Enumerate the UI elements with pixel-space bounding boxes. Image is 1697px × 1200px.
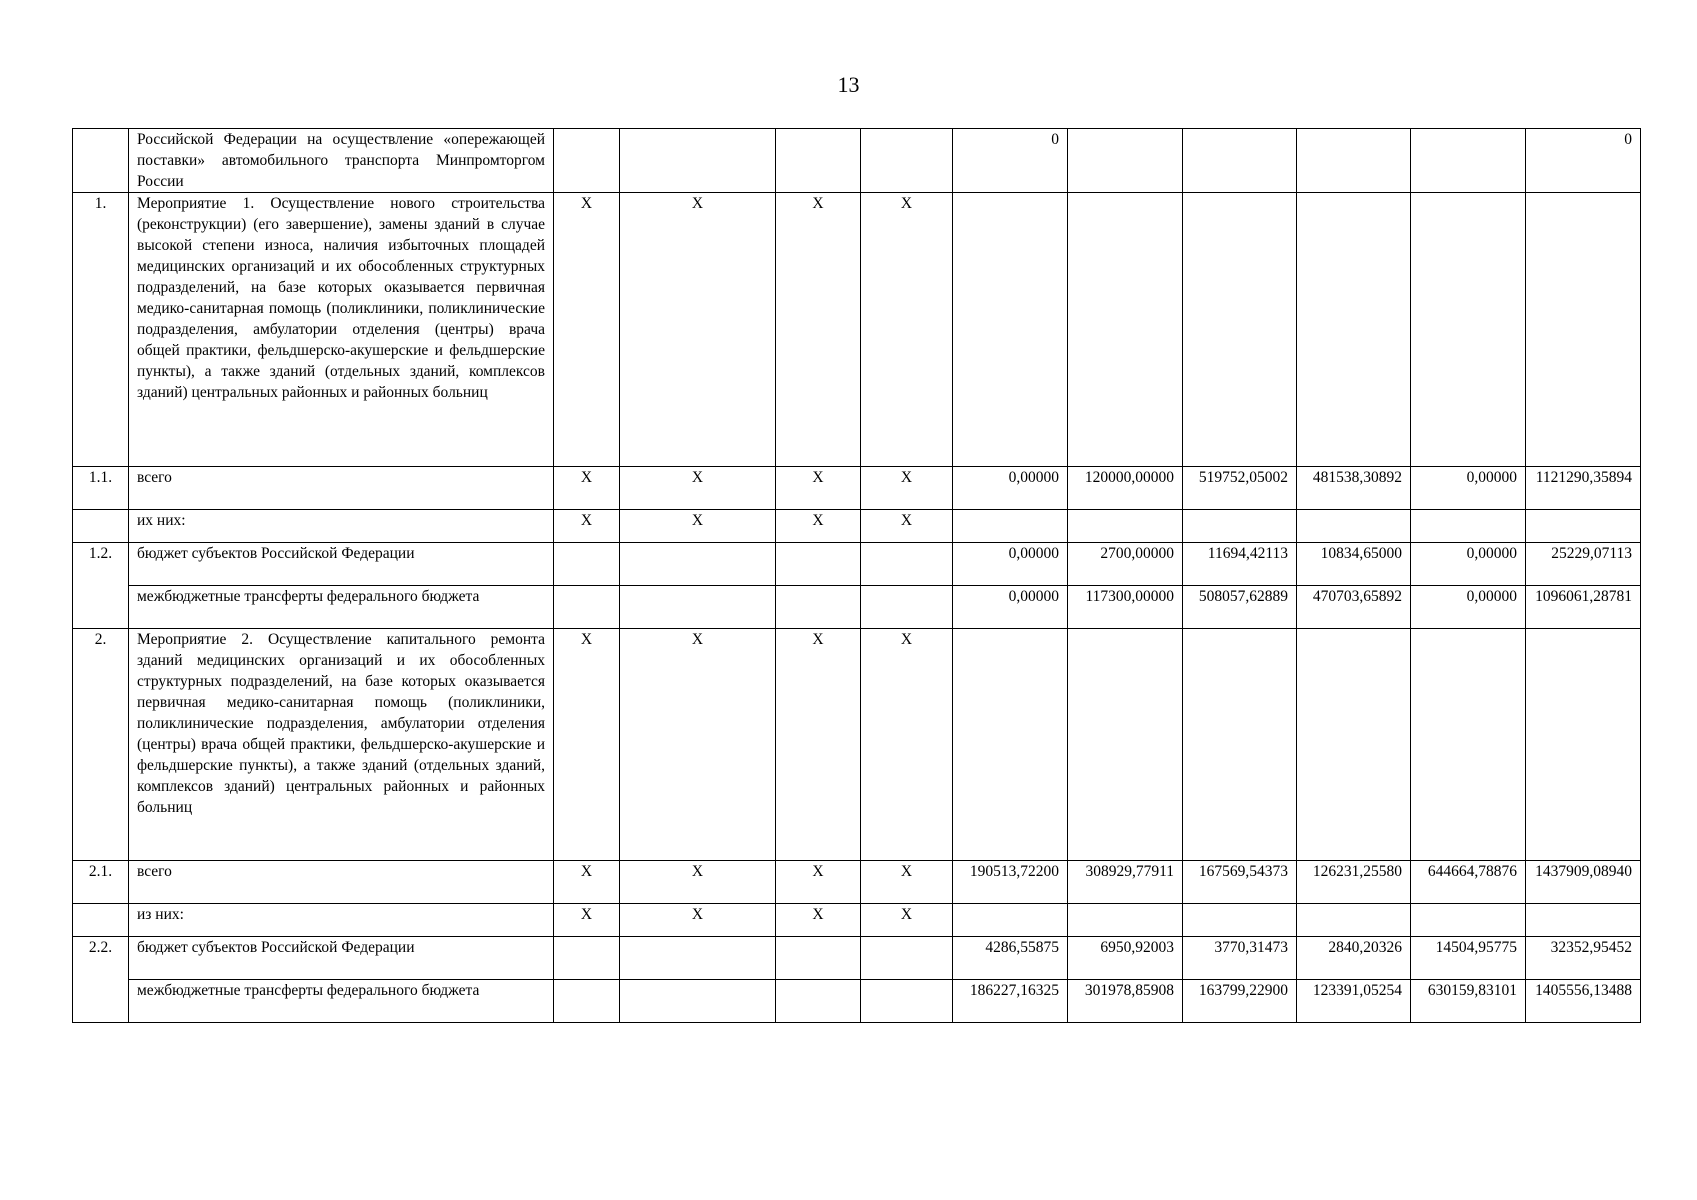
x-cell xyxy=(861,543,953,586)
x-cell xyxy=(776,980,861,1023)
row-number: 2.2. xyxy=(73,937,129,1023)
value-cell: 301978,85908 xyxy=(1068,980,1183,1023)
x-cell xyxy=(861,937,953,980)
table-row xyxy=(73,629,1641,861)
value-cell: 0,00000 xyxy=(1411,467,1526,510)
value-cell: 508057,62889 xyxy=(1183,586,1297,629)
value-cell xyxy=(1183,904,1297,937)
x-cell: X xyxy=(620,861,776,904)
value-cell xyxy=(1526,193,1641,467)
x-cell xyxy=(776,129,861,193)
value-cell: 11694,42113 xyxy=(1183,543,1297,586)
value-cell xyxy=(1297,904,1411,937)
value-cell: 0 xyxy=(953,129,1068,193)
x-cell: X xyxy=(776,510,861,543)
x-cell xyxy=(861,129,953,193)
value-cell xyxy=(1297,193,1411,467)
table-row xyxy=(73,193,1641,467)
value-cell: 0,00000 xyxy=(1411,543,1526,586)
value-cell: 308929,77911 xyxy=(1068,861,1183,904)
x-cell: X xyxy=(861,510,953,543)
x-cell: X xyxy=(554,510,620,543)
value-cell xyxy=(953,510,1068,543)
x-cell: X xyxy=(554,467,620,510)
value-cell: 117300,00000 xyxy=(1068,586,1183,629)
budget-table xyxy=(72,128,1641,1023)
table-row xyxy=(73,543,1641,586)
value-cell: 4286,55875 xyxy=(953,937,1068,980)
value-cell xyxy=(1411,510,1526,543)
x-cell: X xyxy=(620,510,776,543)
value-cell xyxy=(1411,904,1526,937)
value-cell xyxy=(1411,129,1526,193)
value-cell: 10834,65000 xyxy=(1297,543,1411,586)
row-description: бюджет субъектов Российской Федерации xyxy=(129,937,554,980)
row-description: бюджет субъектов Российской Федерации xyxy=(129,543,554,586)
x-cell xyxy=(554,586,620,629)
row-description: их них: xyxy=(129,510,554,543)
x-cell xyxy=(861,980,953,1023)
value-cell: 2700,00000 xyxy=(1068,543,1183,586)
value-cell: 470703,65892 xyxy=(1297,586,1411,629)
x-cell xyxy=(620,129,776,193)
value-cell: 32352,95452 xyxy=(1526,937,1641,980)
value-cell xyxy=(1526,904,1641,937)
table-row xyxy=(73,586,1641,629)
x-cell: X xyxy=(861,467,953,510)
value-cell xyxy=(1068,193,1183,467)
x-cell: X xyxy=(554,861,620,904)
x-cell: X xyxy=(554,193,620,467)
value-cell xyxy=(1297,129,1411,193)
x-cell xyxy=(620,586,776,629)
value-cell: 120000,00000 xyxy=(1068,467,1183,510)
x-cell: X xyxy=(776,193,861,467)
x-cell xyxy=(861,586,953,629)
x-cell xyxy=(620,543,776,586)
value-cell xyxy=(953,904,1068,937)
value-cell: 126231,25580 xyxy=(1297,861,1411,904)
x-cell xyxy=(554,980,620,1023)
row-description: межбюджетные трансферты федерального бюджета xyxy=(129,980,554,1023)
value-cell: 1437909,08940 xyxy=(1526,861,1641,904)
value-cell: 644664,78876 xyxy=(1411,861,1526,904)
value-cell: 3770,31473 xyxy=(1183,937,1297,980)
x-cell: X xyxy=(620,467,776,510)
row-number xyxy=(73,904,129,937)
row-description: межбюджетные трансферты федерального бюджета xyxy=(129,586,554,629)
row-description: Мероприятие 2. Осуществление капитального ремонта зданий медицинских организаций и их обособленных структурных подразделений, на базе которых оказывается первичная медико-санитарная помощь (поликлиники, поликлинические подразделения, амбулатории отделения (центры) врача общей практики, фельдшерско-акушерские и фельдшерские пункты), а также зданий (отдельных зданий, комплексов зданий) центральных районных и районных больниц xyxy=(129,629,554,861)
x-cell xyxy=(776,586,861,629)
x-cell xyxy=(776,937,861,980)
row-description: всего xyxy=(129,861,554,904)
x-cell: X xyxy=(554,629,620,861)
x-cell: X xyxy=(861,629,953,861)
value-cell xyxy=(1183,510,1297,543)
x-cell: X xyxy=(776,904,861,937)
x-cell: X xyxy=(776,629,861,861)
value-cell xyxy=(1183,129,1297,193)
table-row xyxy=(73,510,1641,543)
value-cell: 481538,30892 xyxy=(1297,467,1411,510)
value-cell: 630159,83101 xyxy=(1411,980,1526,1023)
x-cell xyxy=(554,543,620,586)
value-cell: 163799,22900 xyxy=(1183,980,1297,1023)
row-number: 1. xyxy=(73,193,129,467)
value-cell xyxy=(1068,129,1183,193)
x-cell xyxy=(776,543,861,586)
value-cell: 190513,72200 xyxy=(953,861,1068,904)
row-number: 1.1. xyxy=(73,467,129,510)
row-description: из них: xyxy=(129,904,554,937)
row-description: Мероприятие 1. Осуществление нового строительства (реконструкции) (его завершение), замены зданий в случае высокой степени износа, наличия избыточных площадей медицинских организаций и их обособленных структурных подразделений, на базе которых оказывается первичная медико-санитарная помощь (поликлиники, поликлинические подразделения, амбулатории отделения (центры) врача общей практики, фельдшерско-акушерские и фельдшерские пункты), а также зданий (отдельных зданий, комплексов зданий) центральных районных и районных больниц xyxy=(129,193,554,467)
value-cell xyxy=(1068,510,1183,543)
x-cell xyxy=(554,129,620,193)
value-cell: 2840,20326 xyxy=(1297,937,1411,980)
value-cell: 0,00000 xyxy=(953,543,1068,586)
x-cell: X xyxy=(620,629,776,861)
x-cell: X xyxy=(620,904,776,937)
value-cell: 1096061,28781 xyxy=(1526,586,1641,629)
value-cell: 186227,16325 xyxy=(953,980,1068,1023)
x-cell: X xyxy=(554,904,620,937)
value-cell xyxy=(953,193,1068,467)
value-cell: 0,00000 xyxy=(953,467,1068,510)
value-cell: 6950,92003 xyxy=(1068,937,1183,980)
value-cell xyxy=(1183,193,1297,467)
value-cell xyxy=(953,629,1068,861)
value-cell: 167569,54373 xyxy=(1183,861,1297,904)
x-cell: X xyxy=(861,904,953,937)
value-cell xyxy=(1297,510,1411,543)
value-cell: 0 xyxy=(1526,129,1641,193)
value-cell: 0,00000 xyxy=(1411,586,1526,629)
value-cell xyxy=(1297,629,1411,861)
row-description: Российской Федерации на осуществление «опережающей поставки» автомобильного транспорта Минпромторгом России xyxy=(129,129,554,193)
page-number: 13 xyxy=(837,72,860,97)
value-cell: 1405556,13488 xyxy=(1526,980,1641,1023)
value-cell: 519752,05002 xyxy=(1183,467,1297,510)
table-row xyxy=(73,467,1641,510)
value-cell xyxy=(1068,904,1183,937)
table-row xyxy=(73,904,1641,937)
x-cell xyxy=(620,980,776,1023)
value-cell xyxy=(1526,629,1641,861)
value-cell xyxy=(1411,193,1526,467)
value-cell xyxy=(1183,629,1297,861)
value-cell xyxy=(1068,629,1183,861)
table-row xyxy=(73,937,1641,980)
row-number: 2.1. xyxy=(73,861,129,904)
x-cell: X xyxy=(861,193,953,467)
x-cell: X xyxy=(861,861,953,904)
x-cell xyxy=(620,937,776,980)
row-number xyxy=(73,129,129,193)
table-row xyxy=(73,980,1641,1023)
row-number: 2. xyxy=(73,629,129,861)
x-cell: X xyxy=(776,861,861,904)
value-cell: 1121290,35894 xyxy=(1526,467,1641,510)
value-cell: 123391,05254 xyxy=(1297,980,1411,1023)
value-cell xyxy=(1411,629,1526,861)
row-number: 1.2. xyxy=(73,543,129,629)
x-cell: X xyxy=(776,467,861,510)
table-row xyxy=(73,861,1641,904)
x-cell: X xyxy=(620,193,776,467)
value-cell xyxy=(1526,510,1641,543)
row-number xyxy=(73,510,129,543)
value-cell: 14504,95775 xyxy=(1411,937,1526,980)
x-cell xyxy=(554,937,620,980)
table-row xyxy=(73,129,1641,193)
value-cell: 25229,07113 xyxy=(1526,543,1641,586)
value-cell: 0,00000 xyxy=(953,586,1068,629)
row-description: всего xyxy=(129,467,554,510)
